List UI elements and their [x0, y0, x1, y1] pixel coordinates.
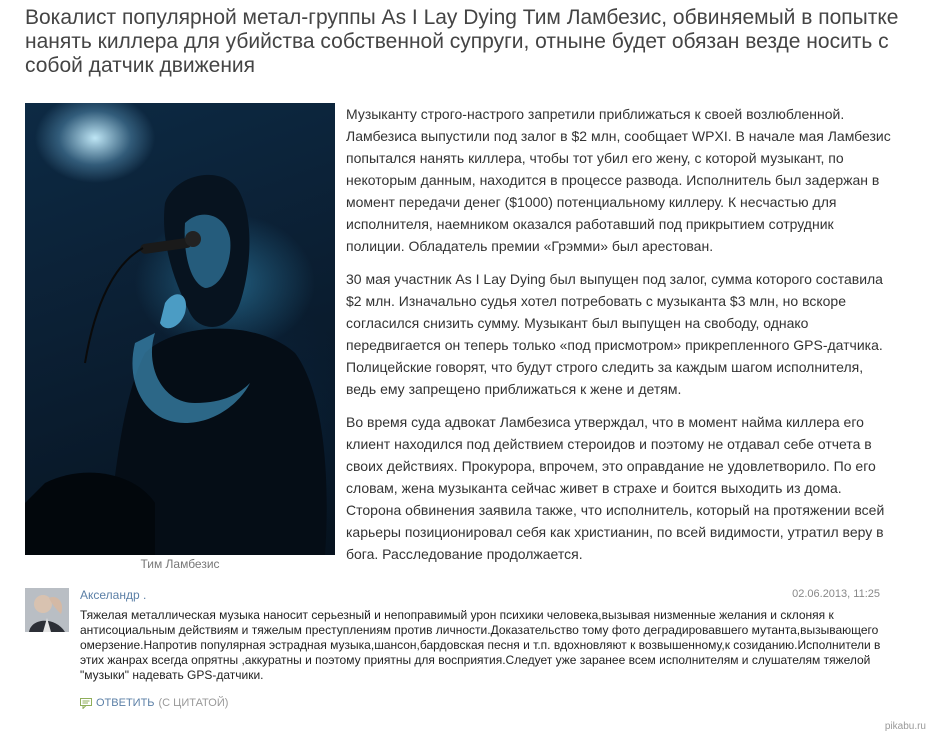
photo-caption: Тим Ламбезис: [140, 557, 220, 571]
comment-date: 02.06.2013, 11:25: [792, 588, 880, 600]
reply-button[interactable]: ОТВЕТИТЬ: [96, 697, 155, 709]
comment-author-link[interactable]: Акселандр .: [80, 588, 147, 602]
article-body: [346, 103, 894, 576]
reply-controls: [80, 697, 228, 709]
commenter-avatar[interactable]: [25, 588, 69, 632]
user-avatar-icon: [25, 588, 69, 632]
article-photo: [25, 103, 335, 555]
site-watermark: pikabu.ru: [884, 721, 926, 732]
comment-text: Тяжелая металлическая музыка наносит серьезный и непоправимый урон психики человека,вызывая низменные желания и склоняя к антисоциальным действиям и тяжелым преступлениям против личности.Доказательство тому фото деградировавшего мутанта,вызывающего омерзение.Напротив популярная эстрадная музыка,шансон,бардовская песня и т.п. вдохновляют к возвышенному,к созиданию.Исполнители в этих жанрах всегда опрятны ,аккуратны и поэтому приятны для восприятия.Следует уже заранее всем исполнителям и слушателям тяжелой "музыки" надевать GPS-датчики.: [80, 608, 881, 682]
article-paragraph: Музыканту строго-настрого запретили приближаться к своей возлюбленной. Ламбезиса выпустили под залог в $2 млн, сообщает WPXI. В начале мая Ламбезис попытался нанять киллера, чтобы тот убил его жену, с которой музыкант, по некоторым данным, находится в процессе развода. Исполнитель был задержан в момент передачи денег ($1000) потенциальному киллеру. К несчастью для исполнителя, наемником оказался работавший под прикрытием сотрудник полиции. Обладатель премии «Грэмми» был арестован.: [346, 106, 891, 254]
article-title: Вокалист популярной метал-группы As I Lay Dying Тим Ламбезис, обвиняемый в попытке нанять киллера для убийства собственной супруги, отныне будет обязан везде носить с собой датчик движения: [25, 6, 899, 77]
singer-silhouette-icon: [25, 103, 335, 555]
article-paragraph: Во время суда адвокат Ламбезиса утверждал, что в момент найма киллера его клиент находился под действием стероидов и поэтому не отдавал себе отчета в своих действиях. Прокурора, впрочем, это оправдание не удовлетворило. По его словам, жена музыканта сейчас живет в страхе и боится выходить из дома. Сторона обвинения заявила также, что исполнитель, который на протяжении всей карьеры позиционировал себя как христианин, по всей видимости, утратил веру в бога. Расследование продолжается.: [346, 414, 885, 562]
reply-icon: [80, 698, 92, 709]
reply-with-quote-button[interactable]: (С ЦИТАТОЙ): [158, 697, 229, 709]
article-paragraph: 30 мая участник As I Lay Dying был выпущен под залог, сумма которого составила $2 млн. Изначально судья хотел потребовать с музыканта $3 млн, но вскоре согласился снизить сумму. Музыкант был выпущен на свободу, однако передвигается он теперь только «под присмотром» прикрепленного GPS-датчика. Полицейские говорят, что будут строго следить за каждым шагом исполнителя, ведь ему запрещено приближаться к жене и детям.: [346, 271, 883, 397]
